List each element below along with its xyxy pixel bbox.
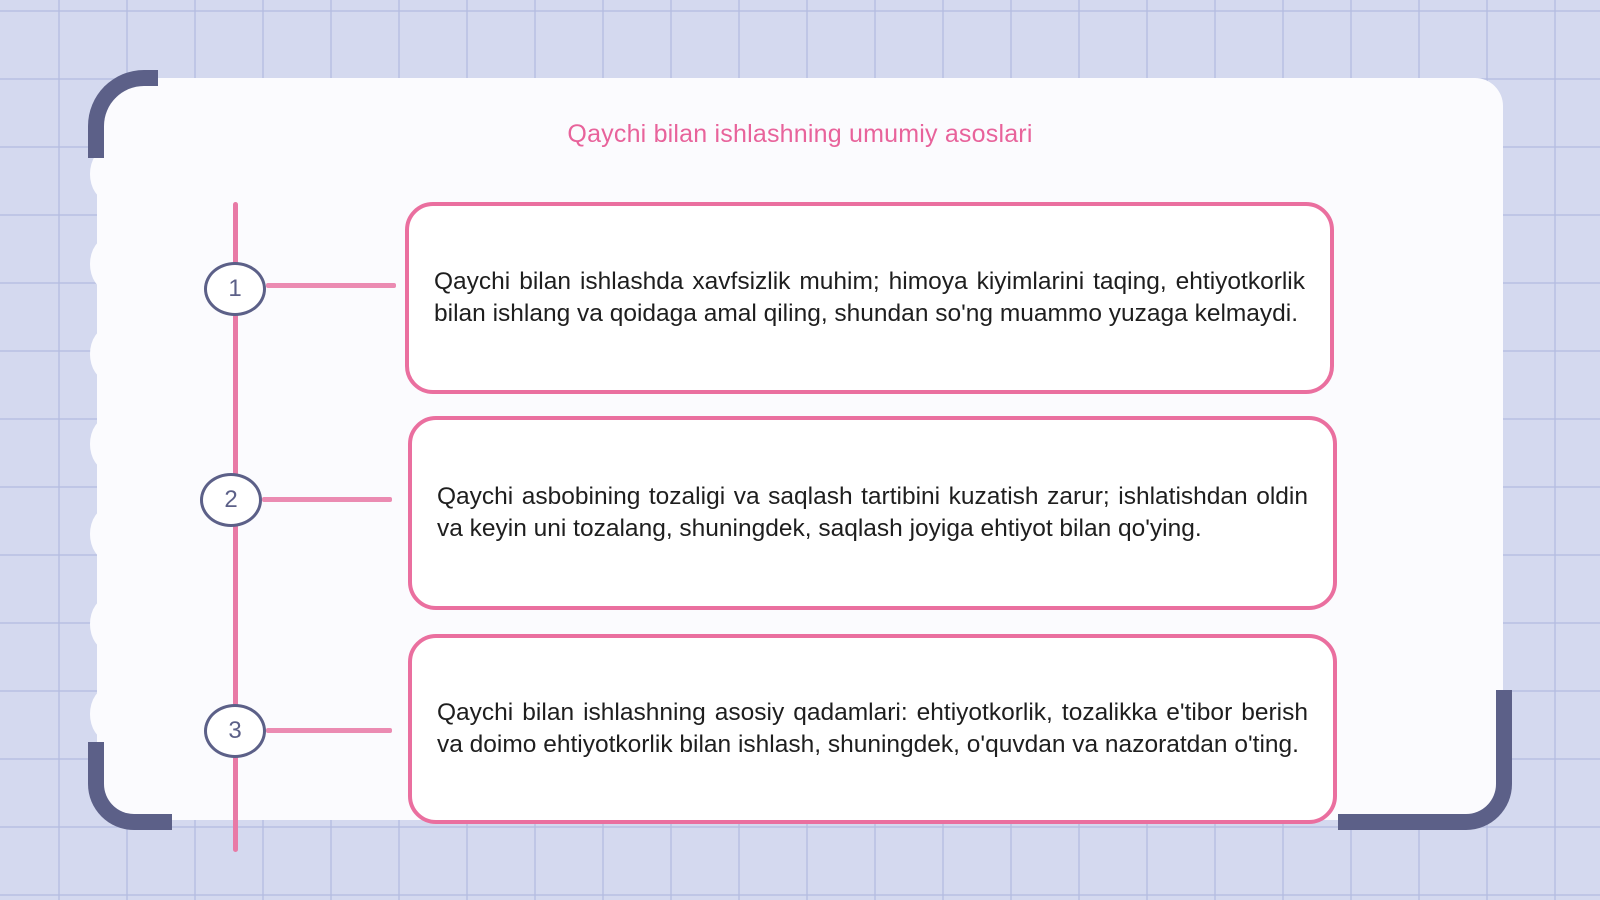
paper-scallop	[90, 508, 126, 560]
step-number-badge-1: 1	[204, 262, 266, 316]
timeline-connector-1	[266, 283, 396, 288]
info-card-1	[405, 202, 1334, 394]
info-card-text: Qaychi bilan ishlashning asosiy qadamlari: ehtiyotkorlik, tozalikka e'tibor berish va doimo ehtiyotkorlik bilan ishlash, shuningdek, o'quvdan va nazoratdan o'ting.	[437, 699, 1308, 758]
corner-bracket-bottom-right	[1338, 690, 1512, 830]
paper-scallop	[90, 238, 126, 290]
paper-scallop	[90, 688, 126, 740]
paper-scallop	[90, 418, 126, 470]
slide-title: Qaychi bilan ishlashning umumiy asoslari	[567, 120, 1033, 148]
timeline-connector-3	[266, 728, 392, 733]
paper-scallop	[90, 598, 126, 650]
step-number-badge-2: 2	[200, 473, 262, 527]
info-card-text: Qaychi asbobining tozaligi va saqlash tartibini kuzatish zarur; ishlatishdan oldin va keyin uni tozalang, shuningdek, saqlash joyiga ehtiyot bilan qo'ying.	[437, 483, 1308, 542]
info-card-2	[408, 416, 1337, 610]
timeline-connector-2	[262, 497, 392, 502]
corner-bracket-bottom-left	[88, 742, 172, 830]
info-card-3	[408, 634, 1337, 824]
paper-scallop	[90, 328, 126, 380]
step-number-badge-3: 3	[204, 704, 266, 758]
info-card-text: Qaychi bilan ishlashda xavfsizlik muhim; himoya kiyimlarini taqing, ehtiyotkorlik bilan ishlang va qoidaga amal qiling, shundan so'ng muammo yuzaga kelmaydi.	[434, 268, 1305, 327]
